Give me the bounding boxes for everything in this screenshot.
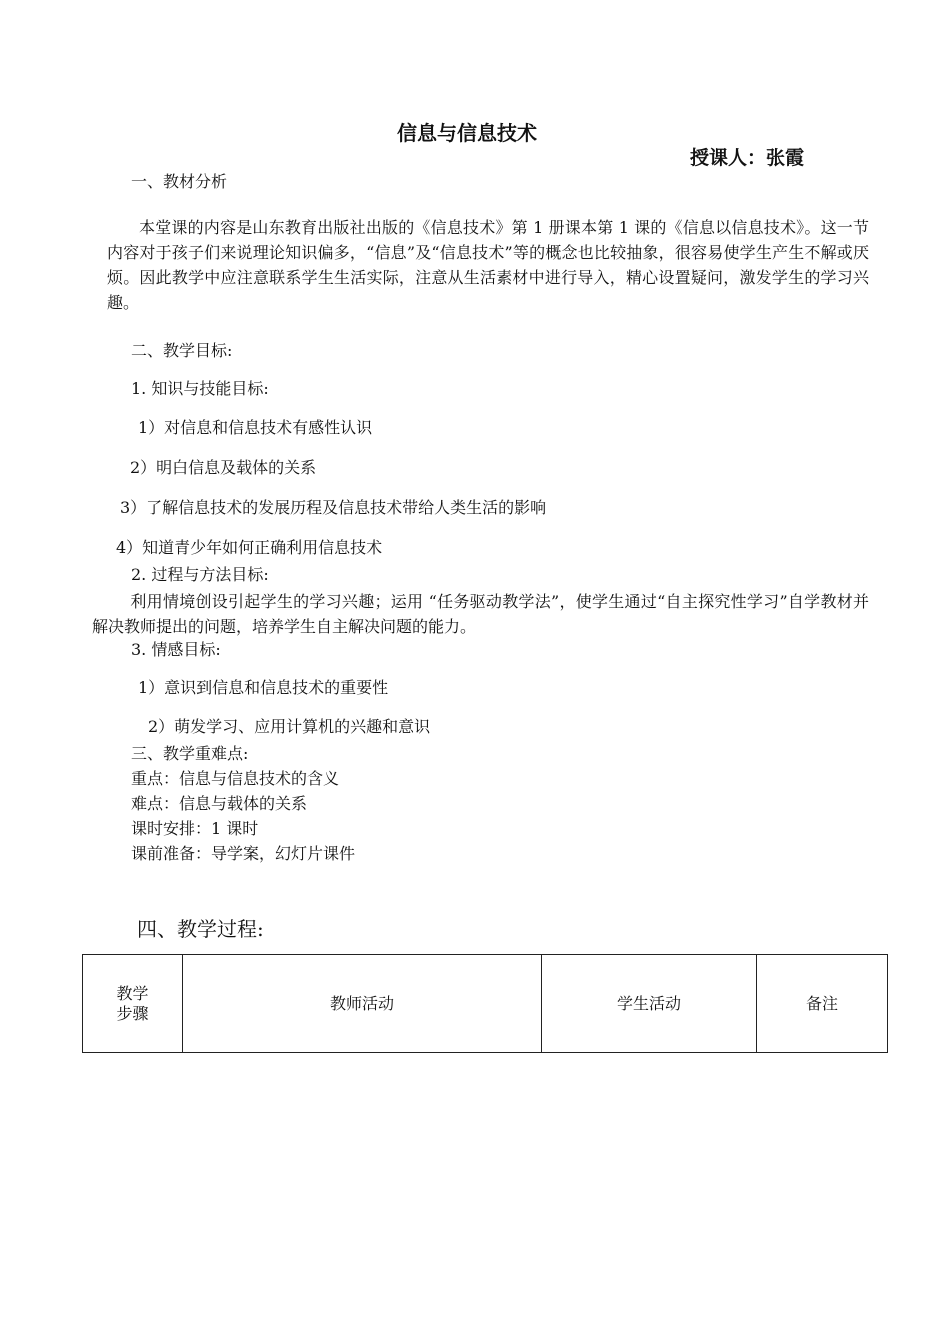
teaching-process-table (82, 954, 888, 1053)
header-student-activity: 学生活动 (542, 955, 757, 1053)
goal-knowledge-item: 4）知道青少年如何正确利用信息技术 (116, 538, 383, 557)
goal-process-heading: 2. 过程与方法目标: (131, 565, 269, 584)
section-heading-goals: 二、教学目标: (131, 341, 233, 360)
key-point: 重点：信息与信息技术的含义 (131, 769, 340, 788)
goal-emotion-item: 1）意识到信息和信息技术的重要性 (138, 678, 389, 697)
author-line: 授课人：张霞 (690, 147, 805, 169)
goal-knowledge-item: 3）了解信息技术的发展历程及信息技术带给人类生活的影响 (120, 498, 547, 517)
goal-emotion-heading: 3. 情感目标: (131, 640, 221, 659)
goal-process-paragraph: 利用情境创设引起学生的学习兴趣；运用 “任务驱动教学法”，使学生通过“自主探究性学习”自学教材并解决教师提出的问题，培养学生自主解决问题的能力。 (92, 592, 869, 636)
header-notes: 备注 (757, 955, 888, 1053)
header-teacher-activity: 教师活动 (183, 955, 542, 1053)
class-schedule: 课时安排：1 课时 (131, 819, 259, 838)
header-step-line2: 步骤 (116, 1003, 149, 1023)
class-preparation: 课前准备：导学案，幻灯片课件 (131, 844, 356, 863)
goal-emotion-item: 2）萌发学习、应用计算机的兴趣和意识 (148, 717, 431, 736)
doc-title: 信息与信息技术 (397, 121, 537, 145)
header-step-line1: 教学 (116, 983, 149, 1003)
section-heading-process: 四、教学过程: (137, 917, 264, 941)
goal-knowledge-heading: 1. 知识与技能目标: (131, 379, 269, 398)
analysis-paragraph: 本堂课的内容是山东教育出版社出版的《信息技术》第 1 册课本第 1 课的《信息以信息技术》。这一节内容对于孩子们来说理论知识偏多，“信息”及“信息技术”等的概念也比较抽象，很容易使学生产生不解或厌烦。因此教学中应注意联系学生生活实际，注意从生活素材中进行导入，精心设置疑问，激发学生的学习兴趣。 (107, 218, 869, 312)
section-heading-keypoints: 三、教学重难点: (131, 744, 249, 763)
section-heading-analysis: 一、教材分析 (131, 172, 228, 191)
goal-knowledge-item: 1）对信息和信息技术有感性认识 (138, 418, 373, 437)
header-teaching-step (83, 955, 183, 1053)
table-header-row (83, 955, 888, 1053)
difficult-point: 难点：信息与载体的关系 (131, 794, 308, 813)
goal-knowledge-item: 2）明白信息及载体的关系 (130, 458, 317, 477)
